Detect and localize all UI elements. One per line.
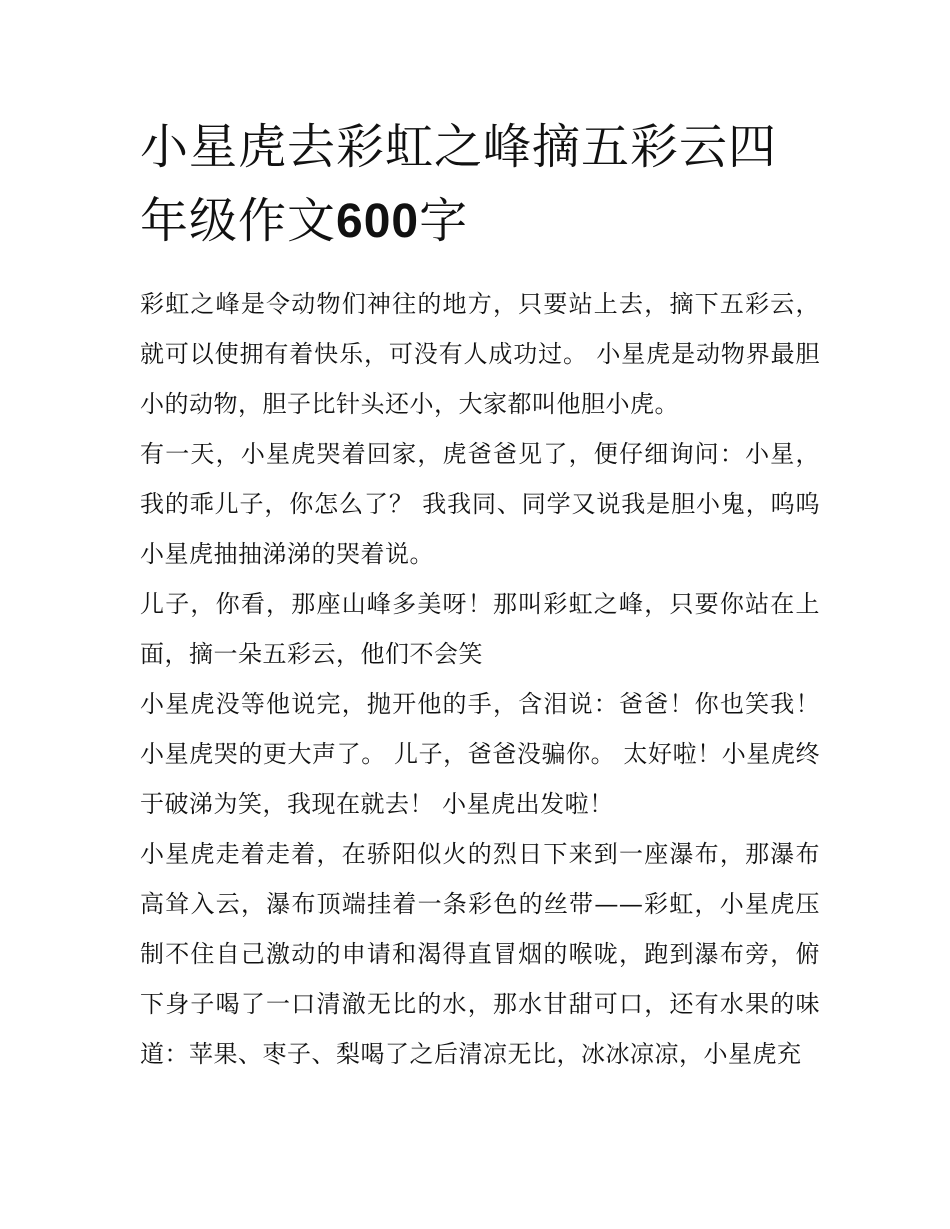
- paragraph-1: 彩虹之峰是令动物们神往的地方，只要站上去，摘下五彩云，就可以使拥有着快乐，可没有人成功过。 小星虎是动物界最胆小的动物，胆子比针头还小，大家都叫他胆小虎。: [140, 290, 820, 418]
- document-page: [140, 110, 820, 1079]
- paragraph-5: 小星虎走着走着，在骄阳似火的烈日下来到一座瀑布，那瀑布高耸入云，瀑布顶端挂着一条彩色的丝带——彩虹，小星虎压制不住自己激动的申请和渴得直冒烟的喉咙，跑到瀑布旁，俯下身子喝了一口清澈无比的水，那水甘甜可口，还有水果的味道：苹果、枣子、梨喝了之后清凉无比，冰冰凉凉，小星虎充: [140, 840, 820, 1068]
- title-suffix: 字: [419, 193, 469, 249]
- paragraph-2: 有一天，小星虎哭着回家，虎爸爸见了，便仔细询问：小星，我的乖儿子，你怎么了？ 我我同、同学又说我是胆小鬼，呜呜小星虎抽抽涕涕的哭着说。: [140, 440, 820, 568]
- paragraph-3: 儿子，你看，那座山峰多美呀！那叫彩虹之峰，只要你站在上面，摘一朵五彩云，他们不会笑: [140, 590, 820, 668]
- document-title: [140, 110, 820, 259]
- paragraph-4: 小星虎没等他说完，抛开他的手，含泪说：爸爸！你也笑我！小星虎哭的更大声了。 儿子，爸爸没骗你。 太好啦！小星虎终于破涕为笑，我现在就去！ 小星虎出发啦！: [140, 690, 820, 818]
- title-number: 600: [336, 195, 420, 248]
- title-text: 小星虎去彩虹之峰摘五彩云四年级作文: [140, 119, 778, 249]
